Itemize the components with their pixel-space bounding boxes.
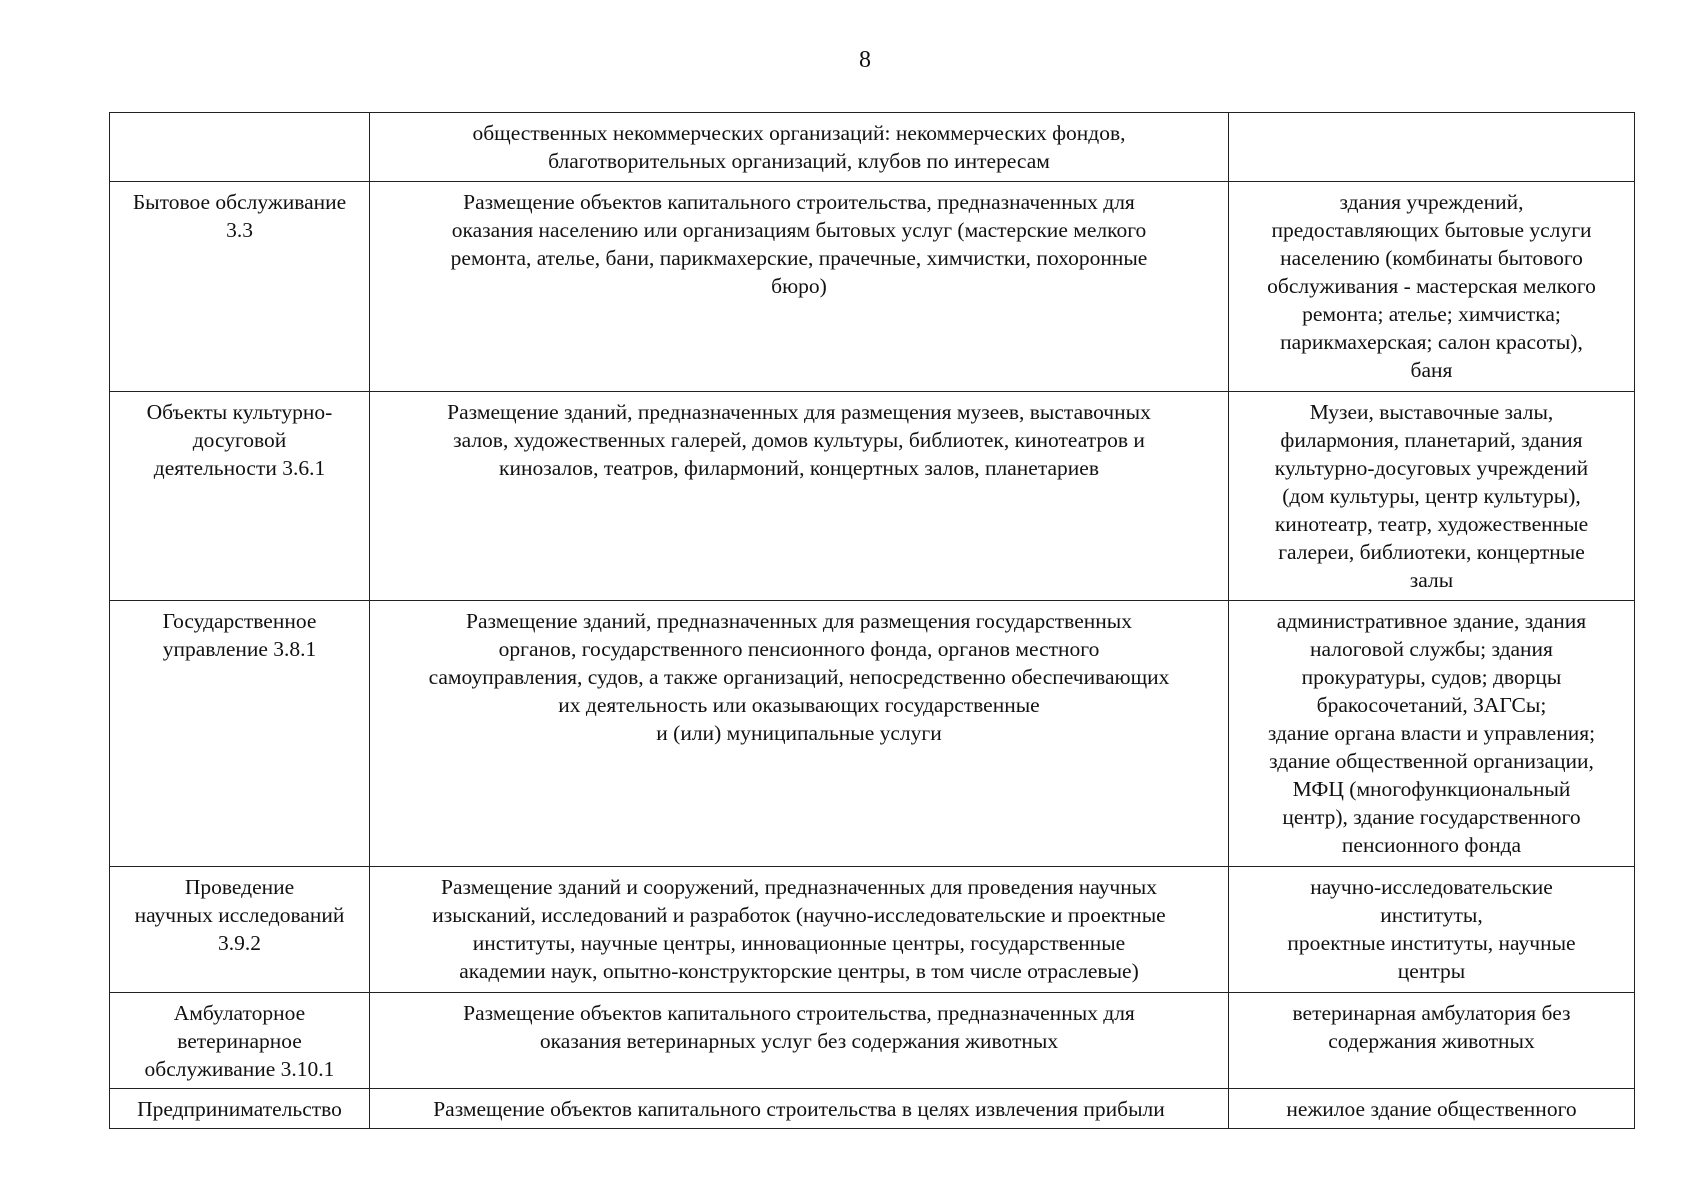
cell-text-line: залы: [1409, 568, 1454, 592]
cell-text-line: кинотеатр, театр, художественные: [1274, 512, 1589, 536]
cell-text-line: Размещение объектов капитального строительства в целях извлечения прибыли: [433, 1097, 1165, 1121]
cell-text-line: благотворительных организаций, клубов по интересам: [548, 149, 1050, 173]
permitted-objects-cell: [1229, 601, 1635, 867]
cell-text-line: налоговой службы; здания: [1310, 637, 1553, 661]
cell-text-line: институты,: [1380, 903, 1483, 927]
cell-text-line: Амбулаторное: [173, 1001, 306, 1025]
cell-text-line: ремонта; ателье; химчистка;: [1302, 302, 1561, 326]
cell-text-line: оказания населению или организациям бытовых услуг (мастерские мелкого: [451, 218, 1147, 242]
cell-text-line: административное здание, здания: [1276, 609, 1587, 633]
cell-text-line: Проведение: [184, 875, 295, 899]
cell-text-line: баня: [1410, 358, 1453, 382]
permitted-objects-cell: [1229, 113, 1635, 182]
cell-text-line: и (или) муниципальные услуги: [656, 721, 942, 745]
cell-text-line: предоставляющих бытовые услуги: [1271, 218, 1592, 242]
cell-text-line: кинозалов, театров, филармоний, концертных залов, планетариев: [499, 456, 1099, 480]
cell-text-line: обслуживание 3.10.1: [144, 1057, 335, 1081]
cell-text-line: нежилое здание общественного: [1286, 1097, 1577, 1121]
cell-text-line: ветеринарная амбулатория без: [1292, 1001, 1571, 1025]
cell-text-line: деятельности 3.6.1: [153, 456, 326, 480]
use-type-cell: [110, 993, 370, 1089]
description-cell: [370, 113, 1229, 182]
cell-text-line: прокуратуры, судов; дворцы: [1301, 665, 1562, 689]
cell-text-line: филармония, планетарий, здания: [1280, 428, 1583, 452]
permitted-objects-cell: [1229, 867, 1635, 993]
cell-text-line: Размещение зданий, предназначенных для размещения музеев, выставочных: [447, 400, 1151, 424]
cell-text-line: изысканий, исследований и разработок (научно-исследовательские и проектные: [432, 903, 1166, 927]
cell-text-line: содержания животных: [1328, 1029, 1535, 1053]
cell-text-line: управление 3.8.1: [162, 637, 317, 661]
permitted-objects-cell: [1229, 392, 1635, 601]
cell-text-line: центр), здание государственного: [1282, 805, 1581, 829]
cell-text-line: Размещение зданий и сооружений, предназначенных для проведения научных: [441, 875, 1157, 899]
cell-text-line: Объекты культурно-: [146, 400, 333, 424]
cell-text-line: парикмахерская; салон красоты),: [1280, 330, 1583, 354]
use-type-cell: [110, 1089, 370, 1129]
table-row: [110, 993, 1635, 1089]
description-cell: [370, 1089, 1229, 1129]
cell-text-line: Государственное: [162, 609, 317, 633]
description-cell: [370, 182, 1229, 392]
cell-text-line: 3.3: [226, 218, 253, 242]
cell-text-line: Бытовое обслуживание: [132, 190, 347, 214]
page-number: 8: [859, 47, 871, 73]
table-row: [110, 113, 1635, 182]
description-cell: [370, 601, 1229, 867]
table-row: [110, 867, 1635, 993]
use-type-cell: [110, 113, 370, 182]
cell-text-line: Музеи, выставочные залы,: [1309, 400, 1554, 424]
cell-text-line: (дом культуры, центр культуры),: [1282, 484, 1581, 508]
cell-text-line: залов, художественных галерей, домов культуры, библиотек, кинотеатров и: [453, 428, 1145, 452]
cell-text-line: общественных некоммерческих организаций: некоммерческих фондов,: [472, 121, 1126, 145]
permitted-objects-cell: [1229, 1089, 1635, 1129]
cell-text-line: галереи, библиотеки, концертные: [1278, 540, 1585, 564]
table-body: [110, 113, 1635, 1129]
cell-text-line: ветеринарное: [177, 1029, 302, 1053]
cell-text-line: 3.9.2: [218, 931, 261, 955]
cell-text-line: Размещение объектов капитального строительства, предназначенных для: [463, 1001, 1135, 1025]
cell-text-line: населению (комбинаты бытового: [1280, 246, 1583, 270]
description-cell: [370, 392, 1229, 601]
description-cell: [370, 993, 1229, 1089]
cell-text-line: оказания ветеринарных услуг без содержания животных: [539, 1029, 1059, 1053]
use-type-cell: [110, 392, 370, 601]
cell-text-line: институты, научные центры, инновационные центры, государственные: [472, 931, 1126, 955]
cell-text-line: Размещение объектов капитального строительства, предназначенных для: [463, 190, 1135, 214]
cell-text-line: здание общественной организации,: [1269, 749, 1594, 773]
permitted-objects-cell: [1229, 993, 1635, 1089]
cell-text-line: МФЦ (многофункциональный: [1292, 777, 1571, 801]
table-row: [110, 1089, 1635, 1129]
cell-text-line: Предпринимательство: [137, 1097, 342, 1121]
cell-text-line: культурно-досуговых учреждений: [1274, 456, 1589, 480]
cell-text-line: органов, государственного пенсионного фонда, органов местного: [498, 637, 1100, 661]
table-row: [110, 182, 1635, 392]
cell-text-line: здания учреждений,: [1339, 190, 1524, 214]
cell-text-line: их деятельность или оказывающих государственные: [558, 693, 1040, 717]
use-type-cell: [110, 867, 370, 993]
cell-text-line: обслуживания - мастерская мелкого: [1267, 274, 1596, 298]
cell-text-line: самоуправления, судов, а также организаций, непосредственно обеспечивающих: [428, 665, 1170, 689]
cell-text-line: ремонта, ателье, бани, парикмахерские, прачечные, химчистки, похоронные: [450, 246, 1148, 270]
cell-text-line: пенсионного фонда: [1341, 833, 1522, 857]
description-cell: [370, 867, 1229, 993]
cell-text-line: бракосочетаний, ЗАГСы;: [1316, 693, 1547, 717]
permitted-objects-cell: [1229, 182, 1635, 392]
table-row: [110, 392, 1635, 601]
use-type-cell: [110, 182, 370, 392]
land-use-table: [109, 112, 1635, 1129]
cell-text-line: научно-исследовательские: [1310, 875, 1553, 899]
cell-text-line: досуговой: [192, 428, 287, 452]
cell-text-line: здание органа власти и управления;: [1267, 721, 1596, 745]
cell-text-line: научных исследований: [134, 903, 345, 927]
cell-text-line: центры: [1397, 959, 1466, 983]
cell-text-line: бюро): [771, 274, 827, 298]
cell-text-line: академии наук, опытно-конструкторские центры, в том числе отраслевые): [459, 959, 1139, 983]
cell-text-line: Размещение зданий, предназначенных для размещения государственных: [466, 609, 1132, 633]
table-row: [110, 601, 1635, 867]
use-type-cell: [110, 601, 370, 867]
cell-text-line: проектные институты, научные: [1287, 931, 1576, 955]
